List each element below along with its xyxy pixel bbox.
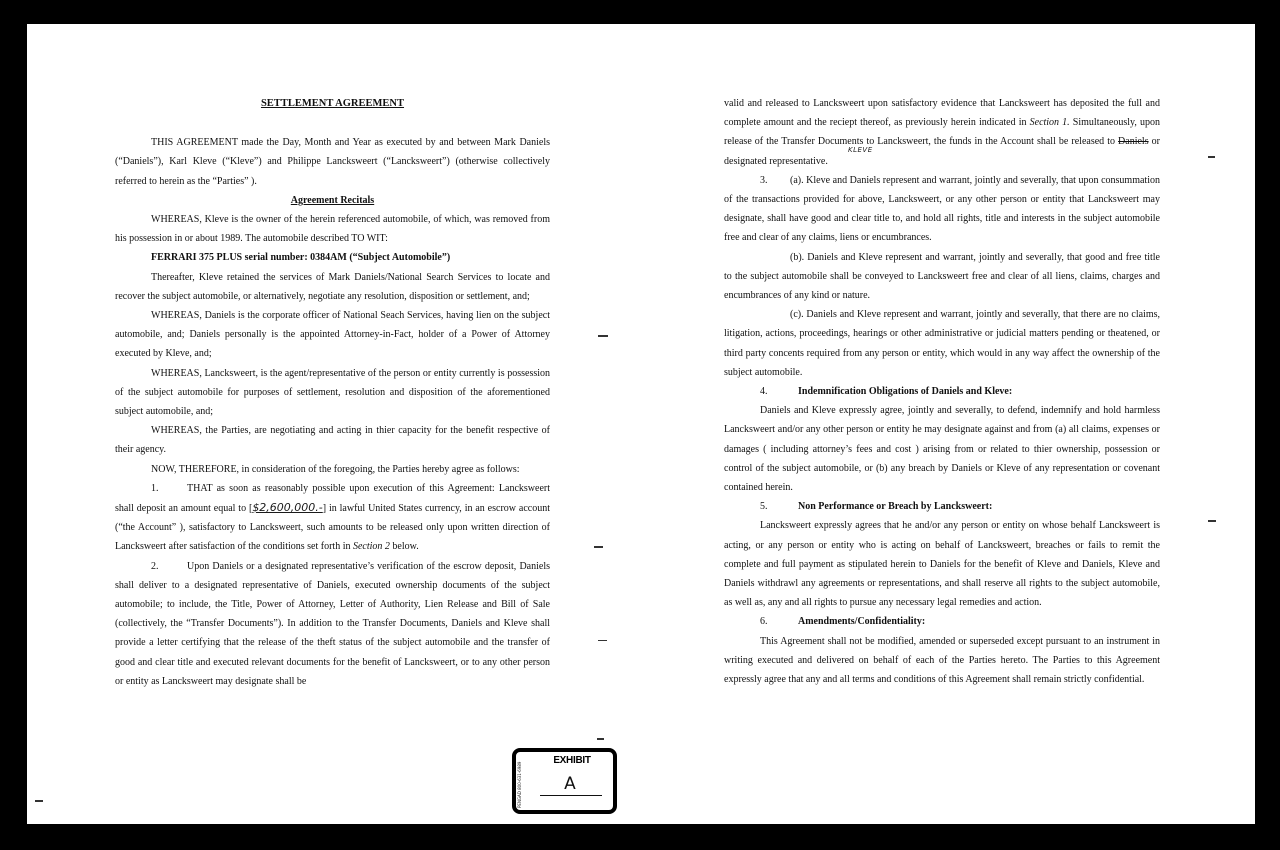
section-2-number: 2. <box>151 560 159 572</box>
section-2 <box>115 557 550 691</box>
document-page <box>27 24 1255 824</box>
whereas-parties: WHEREAS, the Parties, are negotiating and acting in thier capacity for the benefit respective of their agency. <box>115 425 550 456</box>
section-4-title: Indemnification Obligations of Daniels and Kleve: <box>798 386 1013 398</box>
margin-mark <box>598 335 608 337</box>
section-1-text-c: below. <box>389 541 419 553</box>
section-1-text-a: THAT as soon as reasonably possible upon execution of this Agreement: Lancksweert shall deposit an amount equal to [ <box>115 482 550 515</box>
section-5-text: Lancksweert expressly agrees that he and/or any person or entity on whose behalf Lancksweert is acting, or any person or entity who is acting on behalf of Lancksweert, breaches or fails to remit the complete and full payment as stipulated herein to Daniels for the benefit of Kleve and Daniels, Kleve and Daniels withdrawl any agreements or representations, and shall reserve all rights to the subject automobile, as well as, any and all rights to pursue any necessary legal remedies and action. <box>724 520 1160 609</box>
margin-mark <box>1208 156 1215 158</box>
section-6-title: Amendments/Confidentiality: <box>798 616 926 628</box>
section-2-text: Upon Daniels or a designated representative’s verification of the escrow deposit, Daniels shall deliver to a designated representative of Daniels, executed ownership documents of the subject automobile; to include, the Title, Power of Attorney, Letter of Authority, Lien Release and Bill of Sale (collectively, the “Transfer Documents”). In addition to the Transfer Documents, Daniels and Kleve shall provide a letter certifying that the release of the theft status of the subject automobile and the transfer of good and clear title and executed relevant documents for the benefit of Lancksweert, or to any other person or entity as Lancksweert may designate shall be <box>115 560 550 687</box>
section-6-text: This Agreement shall not be modified, amended or superseded except pursuant to an instrument in writing executed and delivered on behalf of each of the Parties hereto. The Parties to this Agreement expressly agree that any and all terms and conditions of this Agreement shall remain strictly confidential. <box>724 635 1160 686</box>
margin-mark <box>598 640 607 641</box>
intro-paragraph: THIS AGREEMENT made the Day, Month and Year as executed by and between Mark Daniels (“Daniels”), Karl Kleve (“Kleve”) and Philippe Lancksweert (“Lancksweert”) (otherwise collectively referred to herein as the “Parties” ). <box>115 137 550 187</box>
now-therefore-paragraph: NOW, THEREFORE, in consideration of the foregoing, the Parties hereby agree as follows: <box>151 463 520 475</box>
margin-mark <box>594 546 603 548</box>
left-page-column <box>115 94 550 691</box>
section-4-text: Daniels and Kleve expressly agree, jointly and severally, to defend, indemnify and hold harmless Lancksweert and/or any other person or entity he may designate against and from (a) all claims, expenses or damages ( including attorney’s fees and cost ) arising from or related to thier ownership, possession or control of the subject automobile, or (b) any breach by Daniels or Kleve of any representation or covenant contained herein. <box>724 405 1160 494</box>
whereas-kleve-owner: WHEREAS, Kleve is the owner of the herein referenced automobile, of which, was removed from his possession in or about 1989. The automobile described TO WIT: <box>115 214 550 245</box>
handwritten-amount: $2,600,000.- <box>252 501 323 515</box>
section-1-text-b: ] in lawful United States currency, in an escrow account (“the Account” ), satisfactory to Lancksweert, such amounts to be released only upon written direction of Lancksweert after satisfaction of the conditions set forth in <box>115 503 550 553</box>
section-3a-text: (a). Kleve and Daniels represent and warrant, jointly and severally, that upon consummation of the transactions provided for above, Lancksweert, or any other person or entity that Lancksweert may designate, shall have good and clear title to, and hold all rights, title and interests in the subject automobile free and clear of any claims, liens or encumbrances. <box>724 174 1160 244</box>
section-5-heading <box>724 497 1160 516</box>
margin-mark <box>1208 520 1216 522</box>
exhibit-signature-line <box>540 795 602 796</box>
document-title: SETTLEMENT AGREEMENT <box>260 98 405 109</box>
continuation-text-a: valid and released to Lancksweert upon satisfactory evidence that Lancksweert has deposited the full and complete amount and the reciept thereof, as previously herein indicated in <box>724 98 1160 129</box>
section-6-number: 6. <box>760 616 768 628</box>
exhibit-letter: A <box>564 774 576 794</box>
margin-mark <box>597 738 604 740</box>
whereas-lancksweert: WHEREAS, Lancksweert, is the agent/representative of the person or entity currently is possession of the subject automobile for purposes of settlement, resolution and disposition of the aforementioned subject automobile, and; <box>115 367 550 418</box>
recitals-heading: Agreement Recitals <box>290 194 375 206</box>
section-3a <box>724 171 1160 248</box>
exhibit-sticker <box>512 748 617 814</box>
continuation-text-b: Simultaneously, upon release of the Transfer Documents to Lancksweert, the funds in the Account shall be released to <box>724 117 1161 148</box>
section-1-reference-right: Section 1. <box>1029 117 1070 129</box>
section-5-number: 5. <box>760 501 768 513</box>
section-6-heading <box>724 612 1160 631</box>
exhibit-sticker-side-text: PENGAD 800-631-6989 <box>517 761 522 808</box>
right-page-column <box>724 94 1160 689</box>
handwritten-insert: KLEVE <box>848 146 873 154</box>
section-3b: (b). Daniels and Kleve represent and warrant, jointly and severally, that good and free title to the subject automobile shall be conveyed to Lancksweert free and clear of all liens, claims, charges and encumbrances of any kind or nature. <box>724 251 1160 302</box>
thereafter-paragraph: Thereafter, Kleve retained the services of Mark Daniels/National Search Services to locate and recover the subject automobile, or alternatively, negotiate any resolution, disposition or settlement, and; <box>115 271 550 302</box>
continuation-text-c: or designated representative. <box>724 136 1160 167</box>
exhibit-label: EXHIBIT <box>553 755 591 766</box>
struck-name: Daniels <box>1118 136 1149 148</box>
section-2-continued <box>724 94 1160 171</box>
section-4-number: 4. <box>760 386 768 398</box>
section-1-reference: Section 2 <box>352 541 390 553</box>
section-4-heading <box>724 382 1160 401</box>
margin-mark <box>35 800 43 802</box>
section-1-number: 1. <box>151 482 159 494</box>
section-3-number: 3. <box>760 174 768 186</box>
vehicle-description: FERRARI 375 PLUS serial number: 0384AM (“Subject Automobile”) <box>151 252 451 264</box>
section-1 <box>115 479 550 557</box>
section-5-title: Non Performance or Breach by Lancksweert: <box>798 501 993 513</box>
whereas-daniels: WHEREAS, Daniels is the corporate officer of National Seach Services, having lien on the subject automobile, and; Daniels personally is the appointed Attorney-in-Fact, holder of a Power of Attorney executed by Kleve, and; <box>115 310 550 360</box>
section-3c: (c). Daniels and Kleve represent and warrant, jointly and severally, that there are no claims, litigation, actions, proceedings, hearings or other administrative or judicial matters pending or theatened, or third party concents required from any person or entity, which would in any way affect the ownership of the subject automobile. <box>724 309 1160 378</box>
